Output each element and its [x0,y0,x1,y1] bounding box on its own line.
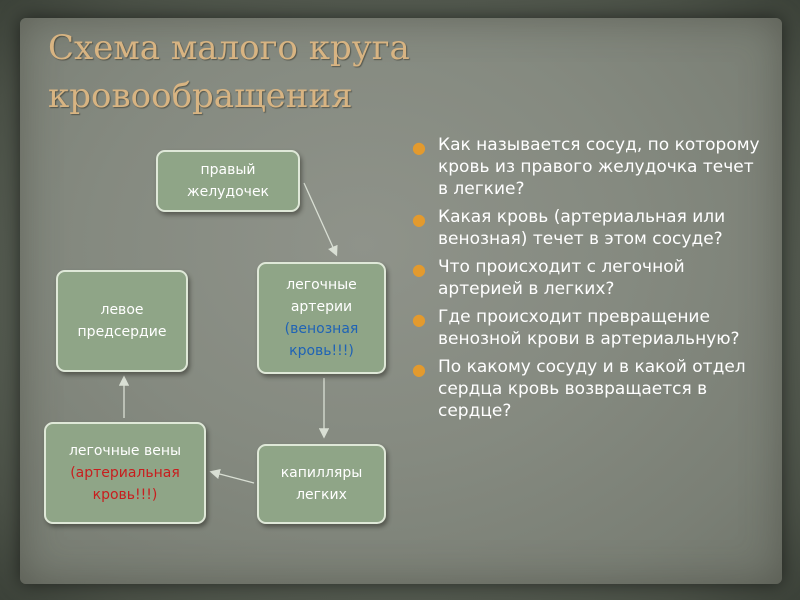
capillaries-line1: капилляры [280,465,363,481]
bullet-icon: ● [412,310,426,329]
venous-blood-note-1: (венозная [284,321,359,337]
bullet-icon: ● [412,260,426,279]
pulmonary-arteries-box [257,262,386,374]
slide-title [48,24,448,120]
question-text: Какая кровь (артериальная или венозная) течет в этом сосуде? [438,207,726,249]
lung-capillaries-box [257,444,386,524]
left-atrium-line2: предсердие [77,324,167,340]
question-item [412,356,762,422]
bullet-icon: ● [412,360,426,379]
question-text: Как называется сосуд, по которому кровь из правого желудочка течет в легкие? [438,135,760,199]
venous-blood-note-2: кровь!!!) [289,343,354,359]
pulmonary-veins-line1: легочные вены [68,443,182,459]
arterial-blood-note-2: кровь!!!) [92,487,158,503]
question-text: Где происходит превращение венозной крови в артериальную? [438,307,740,349]
arterial-blood-note-1: (артериальная [70,465,180,481]
right-ventricle-box [156,150,300,212]
pulmonary-arteries-line2: артерии [290,299,353,315]
bullet-icon: ● [412,210,426,229]
right-ventricle-line1: правый [200,162,256,178]
left-atrium-box [56,270,188,372]
pulmonary-veins-box [44,422,206,524]
question-list [412,134,762,428]
question-item [412,256,762,300]
question-item [412,134,762,200]
title-line-1: Схема малого круга [48,28,410,68]
question-item [412,306,762,350]
right-ventricle-line2: желудочек [186,184,270,200]
pulmonary-arteries-line1: легочные [286,277,357,293]
capillaries-line2: легких [296,487,347,503]
left-atrium-line1: левое [100,302,144,318]
question-item [412,206,762,250]
question-text: По какому сосуду и в какой отдел сердца кровь возвращается в сердце? [438,357,746,421]
title-line-2: кровообращения [48,76,353,116]
question-text: Что происходит с легочной артерией в легких? [438,257,685,299]
bullet-icon: ● [412,138,426,157]
